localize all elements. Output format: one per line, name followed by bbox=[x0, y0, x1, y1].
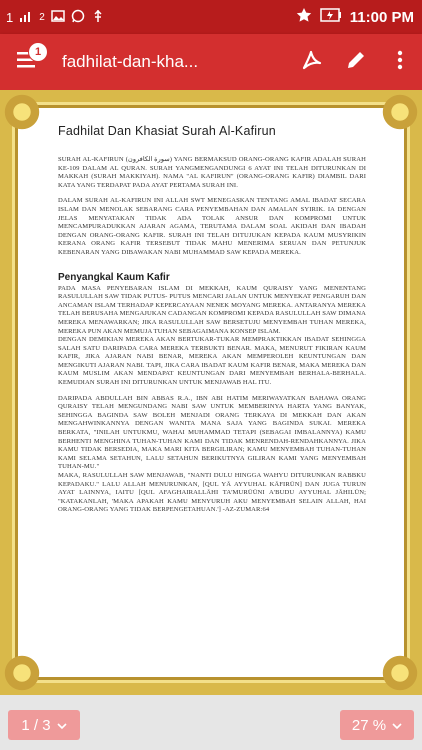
doc-paragraph: DALAM SURAH AL-KAFIRUN INI ALLAH SWT MENEGASKAN TENTANG AMAL IBADAT SECARA ISLAM DAN MENOLAK SEBARANG CARA PENYEMBAHAN DAN AMALAN SYIRIK. IA DENGAN JELAS MENYATAKAN TIDAK ADA TOLAK ANSUR DAN KOMPROMI UNTUK MENCAMPURADUKKAN AJARAN AGAMA, TERUTAMA DALAM SOAL AKIDAH DAN IBADAH DENGAN ORANG-ORANG KAFIR. SURAH INI TELAH DITUJUKAN KEPADA KAUM MUSYRIKIN KERANA ORANG KAFIR TERSEBUT TIDAK MAHU MENERIMA SERUAN DAN PETUNJUK KEBENARAN YANG DIBAWAKAN NABI MUHAMMAD SAW KEPADA MEREKA. bbox=[58, 197, 366, 256]
app-bar bbox=[0, 34, 422, 90]
doc-paragraph: SURAH AL-KAFIRUN (سورة الكافرون) YANG BERMAKSUD ORANG-ORANG KAFIR ADALAH SURAH KE-109 DALAM AL QURAN. SURAH YANGMENGANDUNGI 6 AYAT INI TELAH DITURUNKAN DI MAKKAH (SURAH MAKKIYAH). NAMA "AL KAFIRUN" (ORANG-ORANG KAFIR) DIAMBIL DARI KATA YANG TERDAPAT PADA AYAT PERTAMA SURAH INI. bbox=[58, 156, 367, 189]
pdf-icon bbox=[300, 48, 324, 77]
more-options-button[interactable] bbox=[378, 34, 422, 90]
notification-badge: 1 bbox=[28, 42, 48, 62]
zoom-selector[interactable] bbox=[340, 710, 414, 740]
page-selector[interactable] bbox=[8, 710, 80, 740]
doc-paragraph: DARIPADA ABDULLAH BIN ABBAS R.A., IBN ABI HATIM MERIWAYATKAN BAHAWA ORANG QURAISY TELAH MENGUNDANG NABI SAW UNTUK MEMBERINYA HARTA YANG BANYAK, SEHINGGA BAGINDA SAW BOLEH MENJADI ORANG TERKAYA DI MEKKAH DAN AKAN MENGAHWINKANNYA DENGAN WANITA MANA SAJA YANG BAGINDA SUKAI. MEREKA BERKATA, "INILAH UNTUKMU, WAHAI MUHAMMAD TETAPI (SEBAGAI IMBALANNYA) KAMU BERHENTI MENGHINA TUHAN-TUHAN KAMI DAN TIDAK MENRENDAH-RENDAHKANNYA. JIKA KAMU TIDAK BERSEDIA, MAKA MARI KITA BERGILIRAN; KAMU MENYEMBAH TUHAN-TUHAN KAMI SELAMA SETAHUN, LALU SETAHUN BERIKUTNYA GILIRAN KAMI YANG MENYEMBAH TUHAN-MU." bbox=[58, 394, 366, 471]
page-indicator: 1 / 3 bbox=[21, 716, 51, 734]
frame-ornament-top-left bbox=[0, 90, 52, 142]
frame-ornament-top-right bbox=[370, 90, 422, 142]
status-bar bbox=[0, 0, 422, 34]
doc-paragraph: PADA MASA PENYEBARAN ISLAM DI MEKKAH, KAUM QURAISY YANG MENENTANG RASULULLAH SAW TIDAK PUTUS- PUTUS MENCARI JALAN UNTUK MENYEKAT PENGARUH DAN ANCAMAN ISLAM TERHADAP KEPERCAYAAN NENEK MOYANG MEREKA. ANTARANYA MEREKA TELAH BERUSAHA MENGAJUKAN CADANGAN KOMPROMI KEPADA RASULULLAH SAW DIMANA MEREKA MENAWARKAN; JIKA RASULULLAH SAW BERSETUJU MENYEMBAH TUHAN MEREKA, MEREKA PUN AKAN MEMUJA TUHAN SEBAGAIMANA KONSEP ISLAM. bbox=[58, 284, 366, 335]
star-icon bbox=[296, 7, 312, 27]
edit-button[interactable] bbox=[334, 34, 378, 90]
frame-ornament-bottom-left bbox=[0, 643, 52, 697]
document-content bbox=[58, 124, 366, 522]
battery-icon bbox=[320, 8, 342, 26]
pdf-viewer[interactable] bbox=[0, 90, 422, 697]
zoom-level: 27 % bbox=[351, 716, 387, 734]
menu-button[interactable] bbox=[0, 34, 56, 90]
doc-subheading: Penyangkal Kaum Kafir bbox=[58, 271, 170, 283]
doc-paragraph: DENGAN DEMIKIAN MEREKA AKAN BERTUKAR-TUKAR MEMPRAKTIKKAN IBADAT SEHINGGA SALAH SATU DARIPADA CARA MEREKA TERBUKTI BENAR. MAKA, MENURUT FIKIRAN KAUM KAFIR, JIKA AJARAN NABI BENAR, MEREKA AKAN MEMPEROLEH KEUNTUNGAN DAN MENGIKUTI AJARAN NABI. TAPI, JIKA CARA IBADAT KAUM KAFIR BENAR, MAKA MEREKA DAN KAUM MUSLIM AKAN MENDAPAT KEUNTUNGAN DARI MENYEMBAH BERHALA-BERHALA. KEMUDIAN SURAH INI DITURUNKAN UNTUK MENJAWAB HAL ITU. bbox=[58, 336, 366, 387]
frame-ornament-bottom-right bbox=[370, 643, 422, 697]
usb-icon bbox=[91, 9, 105, 26]
bottom-bar bbox=[0, 697, 422, 750]
more-vert-icon bbox=[397, 50, 403, 75]
signal-icon bbox=[19, 9, 33, 26]
pencil-icon bbox=[345, 49, 367, 76]
whatsapp-icon bbox=[71, 9, 85, 26]
pdf-page bbox=[0, 90, 422, 695]
image-icon bbox=[51, 9, 65, 26]
call-count: 1 bbox=[6, 9, 14, 25]
doc-paragraph: MAKA, RASULULLAH SAW MENJAWAB, "NANTI DULU HINGGA WAHYU DITURUNKAN RABBKU KEPADAKU." LALU ALLAH MENURUNKAN, [QUL YĀ AYYUHAL KĀFIRŪN] DAN JUGA TURUN AYAT LAINNYA, IAITU [QUL AFAGHAIRALLĀHI TA'MURŪŪNI A'BUDU AYYUHAL JĀHILŪN; "KATAKANLAH, 'MAKA APAKAH KAMU MENYURUH AKU MENYEMBAH SELAIN ALLAH, HAI ORANG-ORANG YANG TIDAK BERPENGETAHUAN.'] -AZ-ZUMAR:64 bbox=[58, 472, 366, 514]
chevron-down-icon bbox=[57, 717, 67, 734]
sim-indicator: 2 bbox=[39, 11, 45, 23]
document-title: fadhilat-dan-kha... bbox=[62, 52, 199, 71]
clock: 11:00 PM bbox=[349, 8, 414, 26]
doc-heading: Fadhilat Dan Khasiat Surah Al-Kafirun bbox=[58, 124, 276, 138]
pdf-button[interactable] bbox=[290, 34, 334, 90]
chevron-down-icon bbox=[392, 717, 402, 734]
